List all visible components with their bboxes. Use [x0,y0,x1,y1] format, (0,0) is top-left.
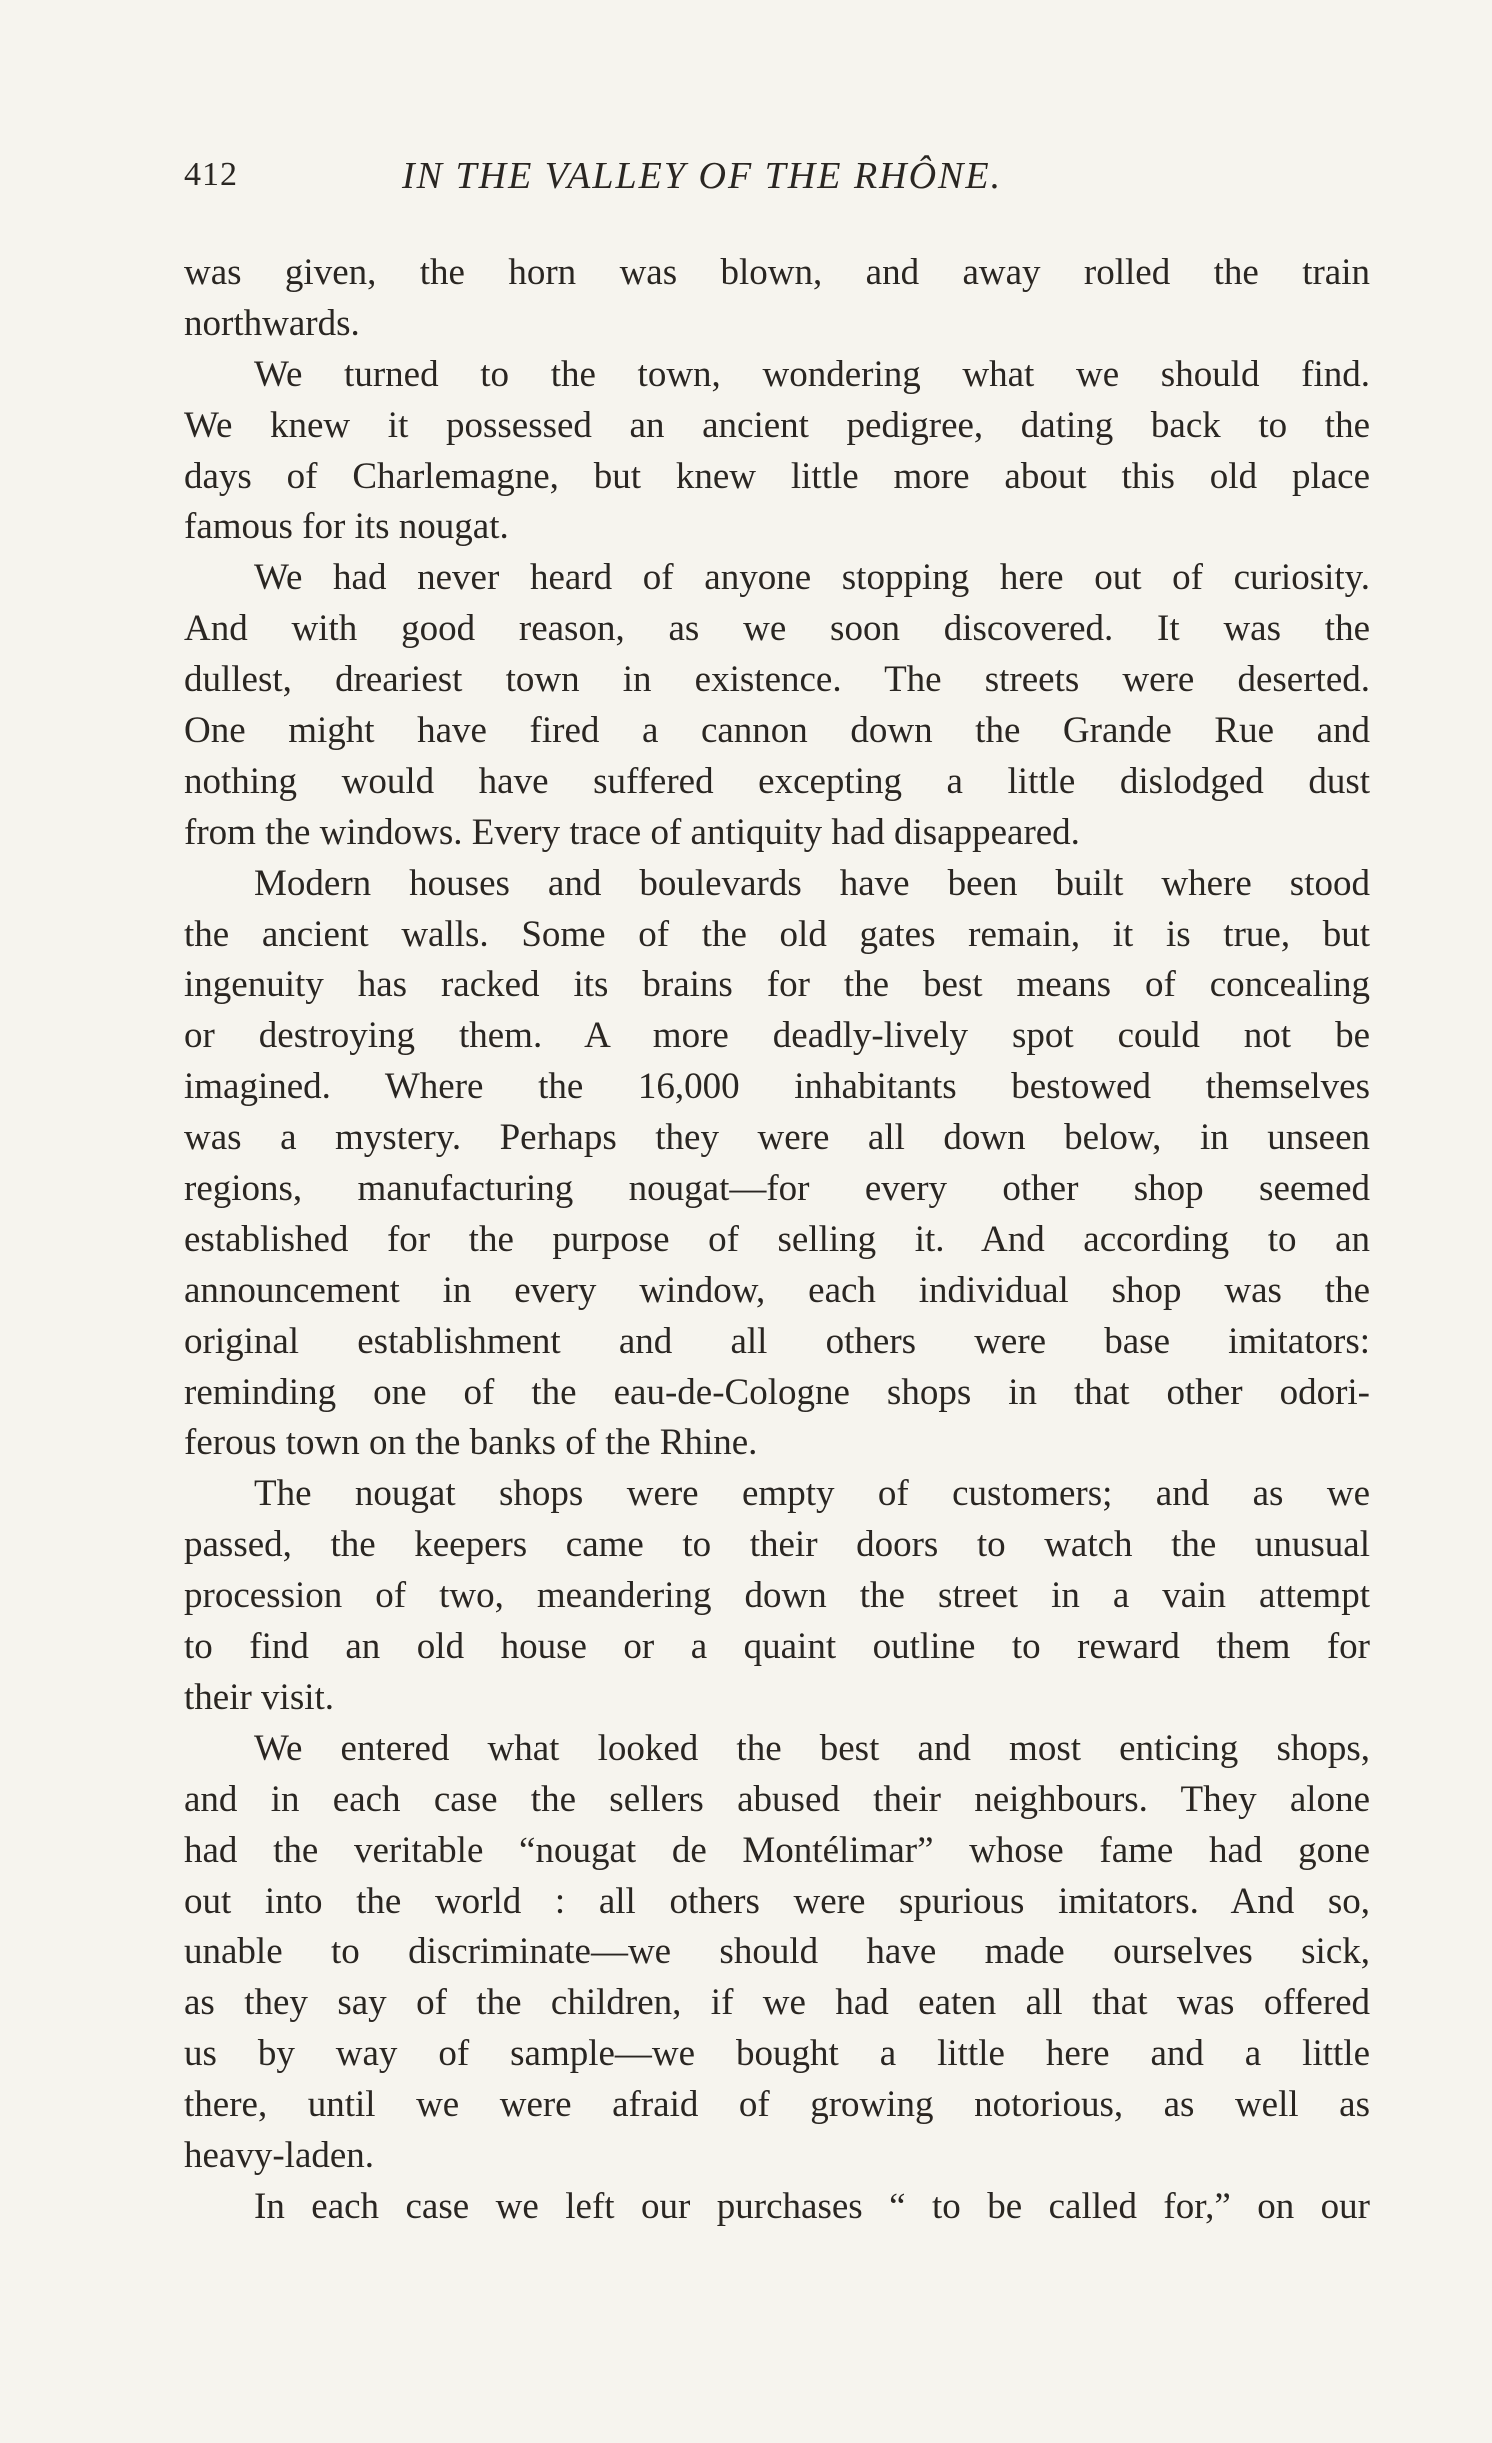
text-line: famous for its nougat. [184,506,509,548]
text-line: and in each case the sellers abused their neighbours. They alone [184,1778,1370,1820]
text-line: reminding one of the eau-de-Cologne shops in that other odori- [184,1371,1370,1413]
text-line: We entered what looked the best and most enticing shops, [254,1727,1370,1769]
text-line: Modern houses and boulevards have been built where stood [254,862,1370,904]
text-line: dullest, dreariest town in existence. The streets were deserted. [184,659,1370,701]
text-line: regions, manufacturing nougat—for every other shop seemed [184,1168,1370,1210]
text-line: days of Charlemagne, but knew little more about this old place [184,455,1370,497]
body-text [184,248,1370,2233]
text-line: announcement in every window, each individual shop was the [184,1269,1370,1311]
running-head [184,150,1370,210]
text-line: We had never heard of anyone stopping here out of curiosity. [254,557,1370,599]
text-line: northwards. [184,302,360,344]
text-line: their visit. [184,1676,335,1718]
text-line: ingenuity has racked its brains for the best means of concealing [184,964,1370,1006]
text-line: as they say of the children, if we had eaten all that was offered [184,1982,1370,2024]
text-line: We turned to the town, wondering what we should find. [254,353,1370,395]
text-line: established for the purpose of selling it. And according to an [184,1218,1370,1260]
text-line: ferous town on the banks of the Rhine. [184,1422,758,1464]
text-line: The nougat shops were empty of customers; and as we [254,1473,1370,1515]
text-line: passed, the keepers came to their doors to watch the unusual [184,1524,1370,1566]
text-line: imagined. Where the 16,000 inhabitants bestowed themselves [184,1066,1370,1108]
text-line: was given, the horn was blown, and away rolled the train [184,252,1370,293]
text-line: We knew it possessed an ancient pedigree, dating back to the [184,404,1370,446]
text-line: heavy-laden. [184,2134,375,2176]
text-line: the ancient walls. Some of the old gates remain, it is true, but [184,913,1370,955]
text-line: out into the world : all others were spurious imitators. And so, [184,1880,1370,1922]
text-line: original establishment and all others were base imitators: [184,1320,1370,1362]
text-line: from the windows. Every trace of antiquity had disappeared. [184,811,1080,853]
text-line: or destroying them. A more deadly-lively spot could not be [184,1015,1370,1057]
text-line: us by way of sample—we bought a little here and a little [184,2033,1370,2075]
text-line: procession of two, meandering down the street in a vain attempt [184,1575,1370,1617]
text-line: In each case we left our purchases “ to be called for,” on our [254,2185,1370,2227]
text-line: had the veritable “nougat de Montélimar” whose fame had gone [184,1829,1370,1871]
text-line: to find an old house or a quaint outline to reward them for [184,1626,1370,1668]
text-line: nothing would have suffered excepting a little dislodged dust [184,760,1370,802]
text-line: unable to discriminate—we should have made ourselves sick, [184,1931,1370,1973]
text-line: there, until we were afraid of growing notorious, as well as [184,2084,1370,2126]
page-number: 412 [184,156,238,193]
running-title: IN THE VALLEY OF THE RHÔNE. [402,155,1003,197]
text-line: was a mystery. Perhaps they were all down below, in unseen [184,1117,1370,1159]
text-line: One might have fired a cannon down the Grande Rue and [184,710,1370,752]
text-line: And with good reason, as we soon discovered. It was the [184,608,1370,650]
